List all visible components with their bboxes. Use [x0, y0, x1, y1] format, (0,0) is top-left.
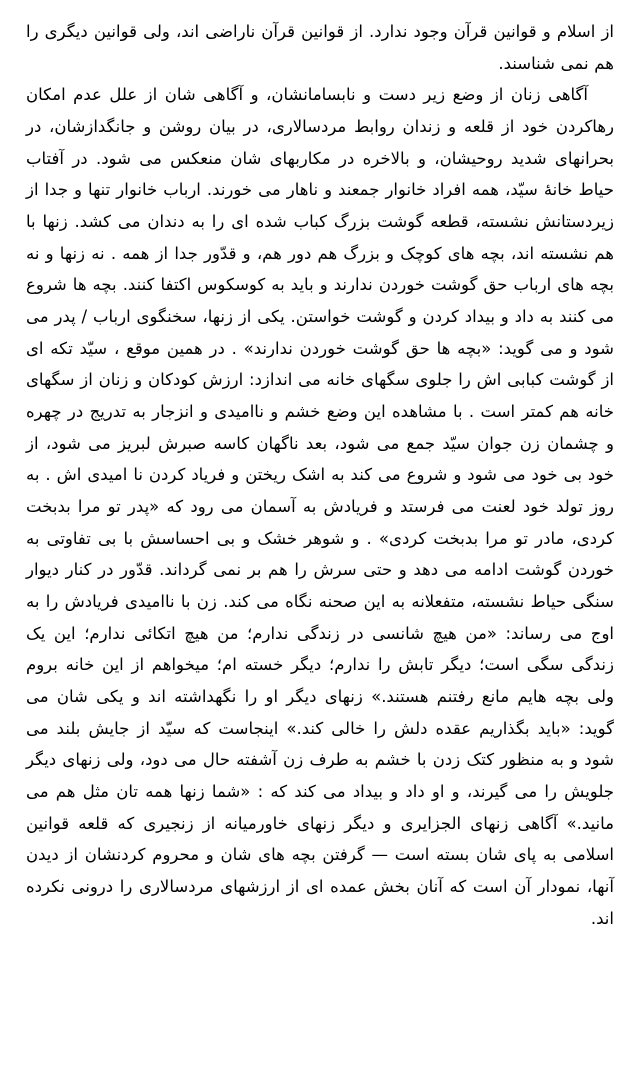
paragraph-continuation: از اسلام و قوانین قرآن وجود ندارد. از قوانین قرآن ناراضی اند، ولی قوانین دیگری را هم نمی شناسند. — [26, 22, 614, 73]
paragraph-body: آگاهی زنان از وضع زیر دست و نابسامانشان، و آگاهی شان از علل عدم امکان رهاکردن خود از قلعه و زندان روابط مردسالاری، در بیان روشن و جانگدازشان، در بحرانهای شدید روحیشان، و بالاخره در مکاربهای شان منعکس می شود. در آفتاب حیاط خانهٔ سیّد، همه افراد خانوار جمعند و ناهار می خورند. ارباب خانوار تنها و جدا از زیردستانش نشسته، قطعه گوشت بزرگ کباب شده ای را به دندان می کشد. زنها با هم نشسته اند، بچه های کوچک و بزرگ هم دور هم، و قدّور جدا از همه . نه زنها و نه بچه های ارباب حق گوشت خوردن ندارند و باید به کوسکوس اکتفا کنند. بچه ها شروع می کنند به داد و بیداد کردن و گوشت خواستن. یکی از زنها، سخنگوی ارباب / پدر می شود و می گوید: «بچه ها حق گوشت خوردن ندارند» . در همین موقع ، سیّد تکه ای از گوشت کبابی اش را جلوی سگهای خانه می اندازد: ارزش کودکان و زنان از سگهای خانه هم کمتر است . با مشاهده این وضع خشم و ناامیدی و انزجار به تدریج در چهره و چشمان زن جوان سیّد جمع می شود، بعد ناگهان کاسه صبرش لبریز می شود، از خود بی خود می شود و شروع می کند به اشک ریختن و فریاد کردن نا امیدی اش . به روز تولد خود لعنت می فرستد و فریادش به آسمان می رود که «پدر تو مرا بدبخت کردی، مادر تو مرا بدبخت کردی» . و شوهر خشک و بی احساسش با بی تفاوتی به خوردن گوشت ادامه می دهد و حتی سرش را هم بر نمی گرداند. قدّور در کنار دیوار سنگی حیاط نشسته، متفعلانه به این صحنه نگاه می کند. زن با ناامیدی فریادش را به اوج می رساند: «من هیچ شانسی در زندگی ندارم؛ من هیچ اتکائی ندارم؛ این یک زندگی سگی است؛ دیگر تابش را ندارم؛ دیگر خسته ام؛ میخواهم از این خانه بروم ولی بچه هایم مانع رفتنم هستند.» زنهای دیگر او را نگهداشته اند و یکی شان می گوید: «باید بگذاریم عقده دلش را خالی کند.» اینجاست که سیّد از جایش بلند می شود و به منظور کتک زدن با خشم به طرف زن آشفته حال می دود، ولی زنهای دیگر جلویش را می گیرند، و او داد و بیداد می کند که : «شما زنها همه تان مثل هم می مانید.» آگاهی زنهای الجزایری و دیگر زنهای خاورمیانه از زنجیری که قلعه قوانین اسلامی به پای شان بسته است — گرفتن بچه های شان و محروم کردنشان از دیدن آنها، نمودار آن است که آنان بخش عمده ای از ارزشهای مردسالاری را درونی نکرده اند. — [26, 85, 614, 928]
